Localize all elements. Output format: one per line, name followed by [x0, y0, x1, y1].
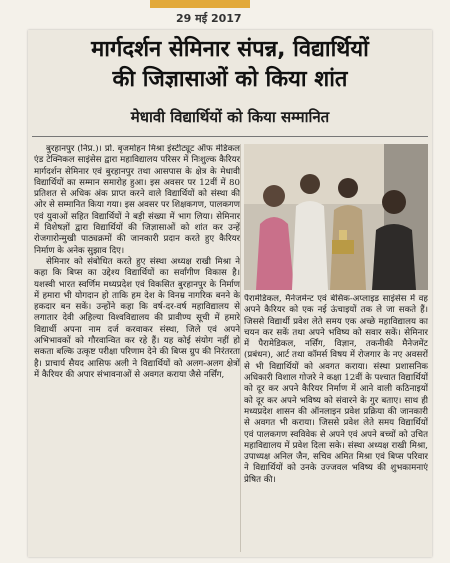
news-clipping — [28, 30, 432, 557]
headline — [28, 35, 432, 95]
masthead-banner — [150, 0, 250, 8]
headline-line-1: मार्गदर्शन सेमिनार संपन्न, विद्यार्थियों — [91, 37, 369, 62]
headline-rule — [32, 136, 428, 137]
article-left-column — [34, 144, 240, 554]
subheadline: मेधावी विद्यार्थियों को किया सम्मानित — [130, 108, 330, 126]
column-divider — [240, 144, 241, 552]
publication-date: 29 मई 2017 — [176, 12, 242, 25]
newspaper-masthead — [0, 0, 450, 30]
article-paragraph-2: सेमिनार को संबोधित करते हुए संस्था अध्यक्ष राखी मिश्रा ने कहा कि बिप्स का उद्देश्य विद्यार्थियों का सर्वांगीण विकास है। यशस्वी भारत स्वर्णिम मध्यप्रदेश एवं विकसित बुरहानपुर के निर्माण में हमारा भी योगदान हो ताकि हम देश के विनम्र नागरिक बनने के हकदार बन सकें। उन्होंने कहा कि वर्ष-दर-वर्ष महाविद्यालय से लगातार देवी अहिल्या विश्वविद्यालय की प्रावीण्य सूची में हमारे विद्यार्थी अपना नाम दर्ज करवाकर संस्था, जिले एवं अपने अभिभावकों को गौरवान्वित कर रहे हैं। यह कोई संयोग नहीं हो सकता बल्कि उत्कृष्ट परीक्षा परिणाम देने की बिप्स ग्रुप की निरंतरता है। प्राचार्य सैयद आसिफ अली ने विद्यार्थियों को अलग-अलग क्षेत्रों में कैरियर की अपार संभावनाओं से अवगत कराया जैसे नर्सिंग, — [34, 256, 240, 380]
news-photo — [244, 144, 428, 290]
headline-line-2: की जिज्ञासाओं को किया शांत — [112, 67, 348, 92]
photo-illustration — [244, 144, 428, 290]
article-right-column: पैरामेडिकल, मैनेजमेन्ट एवं बेसिक-अप्लाइड साइंसेस में वह अपने कैरियर को एक नई ऊंचाइयों तक ले जा सकते हैं। जिससे विद्यार्थी प्रवेश लेते समय एक अच्छे महाविद्यालय का चयन कर सकें तथा अपने भविष्य को सवार सकें। सेमिनार में पैरामेडिकल, नर्सिंग, विज्ञान, तकनीकी मैनेजमेंट (प्रबंधन), आर्ट तथा कॉमर्स विषय में रोजगार के नए अवसरों से भी विद्यार्थियों को अवगत कराया। संस्था प्रशासनिक अधिकारी विशाल गोजरे ने कक्षा 12वीं के पश्चात विद्यार्थियों को दूर कर अपने कैरियर निर्माण में आने वाली कठिनाइयों को दूर कर अपने भविष्य को संवारने के गुर बताए। साथ ही मध्यप्रदेश शासन की ऑनलाइन प्रवेश प्रक्रिया की जानकारी से अवगत भी कराया। जिससे प्रवेश लेते समय विद्यार्थियों एवं पालकगण स्वविवेक से अपने एवं अपने बच्चों को उचित महाविद्यालय में प्रवेश दिला सके। संस्था अध्यक्ष राखी मिश्रा, उपाध्यक्ष अनिल जैन, सचिव अमित मिश्रा एवं बिप्स परिवार ने विद्यार्थियों को उनके उज्जवल भविष्य की शुभकामनाएं प्रेषित की। — [244, 294, 428, 485]
article-paragraph-1: बुरहानपुर (निप्र.)। प्रो. बृजमोहन मिश्रा इंस्टीट्यूट ऑफ मेडिकल एंड टेक्निकल साइंसेस द्वारा महाविद्यालय परिसर में निःशुल्क कैरियर मार्गदर्शन सेमिनार एवं बुरहानपुर तथा आसपास के क्षेत्र के मेधावी विद्यार्थियों का सम्मान समारोह हुआ। इस अवसर पर 12वीं में 80 प्रतिशत से अधिक अंक प्राप्त करने वाले विद्यार्थियों को संस्था की ओर से सम्मानित किया गया। इस अवसर पर शिक्षकगण, पालकगण एवं युवाओं सहित विद्यार्थियों ने बड़ी संख्या में भाग लिया। सेमिनार में विशेषज्ञों द्वारा विद्यार्थियों की जिज्ञासाओं को शांत कर उन्हें रोजगारोन्मुखी पाठ्यक्रमों की जानकारी प्रदान करते हुए कैरियर निर्माण के अनेक सुझाव दिए। — [34, 144, 240, 256]
